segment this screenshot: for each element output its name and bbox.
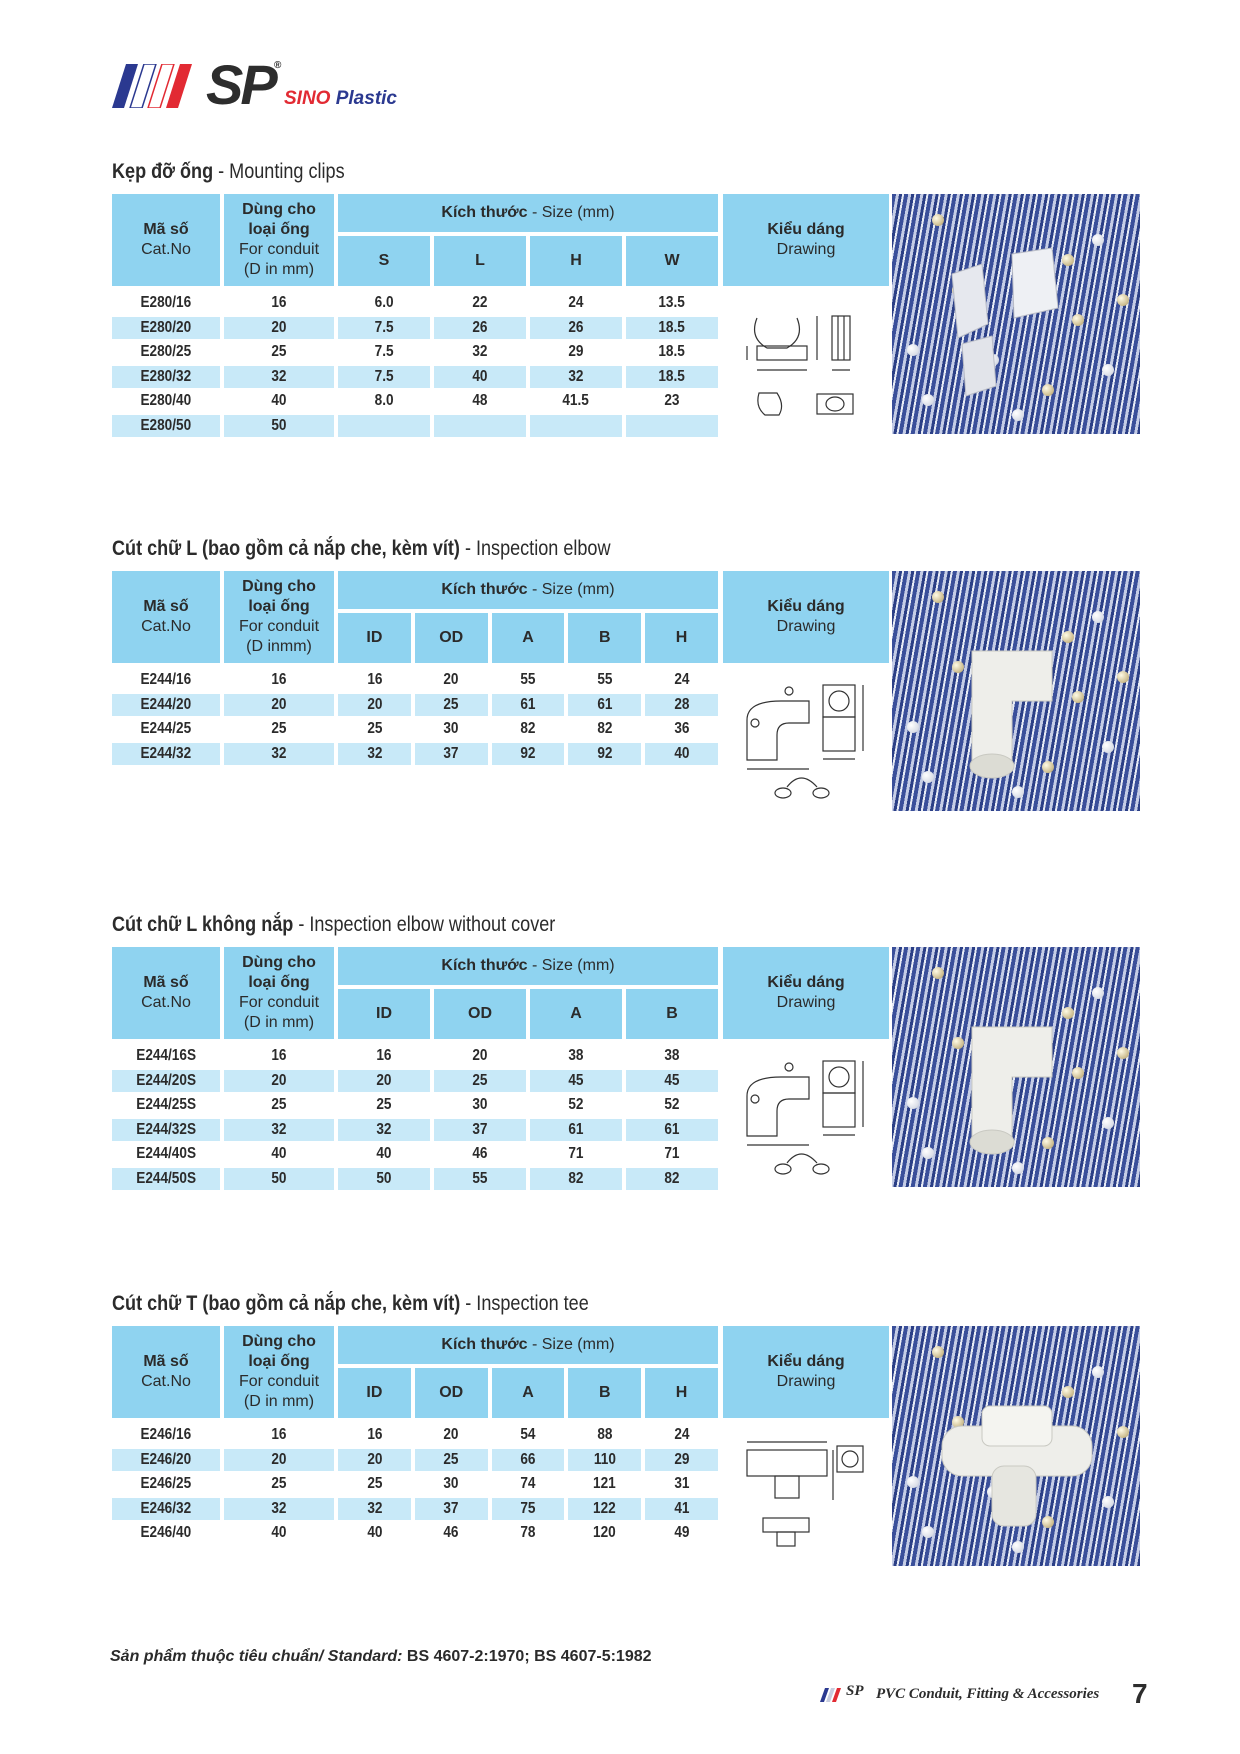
cell-id: 16 [376, 1047, 392, 1064]
standard-value: BS 4607-2:1970; BS 4607-5:1982 [402, 1648, 652, 1665]
cell-conduit-d: 40 [271, 1524, 287, 1541]
section-title-vn: Kẹp đỡ ống [112, 160, 214, 183]
header-col-id: ID [338, 1368, 411, 1418]
bead-decoration [932, 1346, 944, 1358]
logo-stripes-icon [112, 64, 204, 108]
cell-b: 52 [664, 1096, 680, 1113]
header-col-h: H [645, 1368, 718, 1418]
header-use-vn-1: Dùng cho [242, 578, 316, 595]
cell-conduit-d: 25 [271, 1475, 287, 1492]
cell-conduit-d: 25 [271, 1096, 287, 1113]
table-row [112, 1168, 718, 1190]
header-size-en: - Size (mm) [531, 581, 615, 598]
cell-h: 28 [645, 694, 718, 716]
bead-decoration [1102, 1117, 1114, 1129]
cell-conduit-d: 16 [271, 1426, 287, 1443]
logo-brand-text [284, 88, 397, 110]
cell-cat-no: E244/25 [140, 720, 192, 737]
table-row [112, 366, 718, 388]
table-row [112, 1070, 718, 1092]
cell-b: 61 [626, 1119, 718, 1141]
section-title [112, 913, 555, 937]
mounting-clips-photo [892, 194, 1140, 434]
cell-l: 48 [472, 392, 488, 409]
header-col-a: A [530, 989, 622, 1039]
cell-a: 74 [520, 1475, 536, 1492]
cell-h [530, 415, 622, 437]
header-use-en-1: For conduit [238, 1373, 320, 1390]
cell-b: 110 [568, 1449, 641, 1471]
cell-id: 32 [338, 1119, 430, 1141]
cell-od: 46 [443, 1524, 459, 1541]
cell-l: 26 [434, 317, 526, 339]
header-for-conduit [224, 1326, 334, 1418]
technical-drawing-icon [737, 1430, 877, 1560]
product-photo-icon [932, 234, 1102, 404]
section-title-en: - Inspection tee [460, 1292, 589, 1315]
cell-b: 38 [664, 1047, 680, 1064]
cell-od: 30 [472, 1096, 488, 1113]
cell-h: 36 [674, 720, 690, 737]
bead-decoration [1012, 786, 1024, 798]
footer-tagline: PVC Conduit, Fitting & Accessories [876, 1686, 1100, 1702]
header-drawing-en: Drawing [776, 618, 836, 635]
cell-l: 22 [472, 294, 488, 311]
cell-od: 37 [415, 1498, 488, 1520]
cell-conduit-d: 20 [224, 1070, 334, 1092]
header-cat-no [112, 1326, 220, 1418]
header-cat-no [112, 571, 220, 663]
section-title [112, 537, 611, 561]
cell-conduit-d: 16 [271, 294, 287, 311]
inspection-tee-photo [892, 1326, 1140, 1566]
technical-drawing-icon [737, 298, 877, 428]
header-for-conduit [224, 947, 334, 1039]
table-row [112, 415, 718, 437]
cell-a: 61 [492, 694, 565, 716]
cell-od: 37 [434, 1119, 526, 1141]
bead-decoration [1117, 1047, 1129, 1059]
cell-h: 26 [530, 317, 622, 339]
cell-a: 78 [520, 1524, 536, 1541]
table-row [112, 1473, 718, 1495]
sino-plastic-logo [112, 53, 412, 118]
bead-decoration [1102, 364, 1114, 376]
header-use-vn-2: loại ống [248, 598, 310, 615]
bead-decoration [932, 967, 944, 979]
cell-cat-no: E280/32 [112, 366, 220, 388]
cell-od: 20 [443, 671, 459, 688]
bead-decoration [1012, 1541, 1024, 1553]
header-drawing-en: Drawing [776, 994, 836, 1011]
cell-conduit-d: 50 [224, 1168, 334, 1190]
header-size-en: - Size (mm) [531, 1336, 615, 1353]
cell-od: 25 [434, 1070, 526, 1092]
cell-id: 25 [366, 720, 382, 737]
cell-cat-no: E244/50S [112, 1168, 220, 1190]
cell-h: 41.5 [562, 392, 590, 409]
cell-od: 46 [472, 1145, 488, 1162]
header-drawing [723, 1326, 889, 1418]
footer-logo-stripes-icon [820, 1688, 846, 1702]
header-use-en-2: (D in mm) [243, 1393, 315, 1410]
cell-od: 37 [415, 743, 488, 765]
section-title-vn: Cút chữ L (bao gồm cả nắp che, kèm vít) [112, 537, 460, 560]
header-col-w: W [626, 236, 718, 286]
cell-conduit-d: 32 [224, 1119, 334, 1141]
inspection-elbow-photo [892, 571, 1140, 811]
bead-decoration [1102, 741, 1114, 753]
table-row [112, 743, 718, 765]
header-size-group [338, 947, 718, 985]
header-col-od: OD [415, 1368, 488, 1418]
table-row [112, 669, 718, 691]
footer-brand-mark: SP [846, 1683, 864, 1699]
header-drawing [723, 947, 889, 1039]
header-drawing [723, 194, 889, 286]
cell-w: 18.5 [626, 366, 718, 388]
header-size-group [338, 571, 718, 609]
cell-conduit-d: 20 [224, 694, 334, 716]
cell-id: 32 [338, 1498, 411, 1520]
cell-b: 82 [597, 720, 613, 737]
cell-b: 120 [593, 1524, 617, 1541]
cell-cat-no: E246/16 [140, 1426, 192, 1443]
cell-cat-no: E246/40 [140, 1524, 192, 1541]
section-title-en: - Inspection elbow [459, 537, 611, 560]
cell-l: 40 [434, 366, 526, 388]
section-title [112, 160, 345, 184]
cell-w: 18.5 [658, 343, 686, 360]
cell-cat-no: E280/40 [140, 392, 192, 409]
header-size-vn: Kích thước [441, 957, 528, 974]
cell-cat-no: E244/16S [136, 1047, 196, 1064]
cell-cat-no: E280/16 [140, 294, 192, 311]
table-row [112, 1522, 718, 1544]
cell-conduit-d: 40 [271, 392, 287, 409]
table-row [112, 390, 718, 412]
header-drawing-vn: Kiểu dáng [767, 974, 845, 991]
bead-decoration [1012, 409, 1024, 421]
cell-s: 8.0 [374, 392, 394, 409]
section-title-en: - Mounting clips [213, 160, 345, 183]
header-use-vn-2: loại ống [248, 974, 310, 991]
cell-cat-no: E280/50 [112, 415, 220, 437]
cell-a: 66 [492, 1449, 565, 1471]
cell-s: 6.0 [374, 294, 394, 311]
cell-a: 52 [568, 1096, 584, 1113]
cell-h: 49 [674, 1524, 690, 1541]
header-use-vn-2: loại ống [248, 1353, 310, 1370]
header-use-vn-2: loại ống [248, 221, 310, 238]
cell-cat-no: E244/16 [140, 671, 192, 688]
cell-conduit-d: 32 [224, 366, 334, 388]
header-use-en-1: For conduit [238, 241, 320, 258]
bead-decoration [1102, 1496, 1114, 1508]
table-row [112, 718, 718, 740]
cell-id: 40 [366, 1524, 382, 1541]
cell-conduit-d: 25 [271, 343, 287, 360]
header-drawing-vn: Kiểu dáng [767, 598, 845, 615]
cell-w: 23 [664, 392, 680, 409]
cell-id: 50 [338, 1168, 430, 1190]
cell-h: 29 [568, 343, 584, 360]
bead-decoration [932, 591, 944, 603]
cell-od: 55 [434, 1168, 526, 1190]
cell-od: 30 [443, 1475, 459, 1492]
cell-s: 7.5 [338, 317, 430, 339]
section-title-vn: Cút chữ L không nắp [112, 913, 294, 936]
cell-b: 71 [664, 1145, 680, 1162]
table-row [112, 1094, 718, 1116]
cell-cat-no: E280/25 [140, 343, 192, 360]
header-cat-no [112, 947, 220, 1039]
header-drawing-vn: Kiểu dáng [767, 221, 845, 238]
cell-a: 71 [568, 1145, 584, 1162]
header-size-en: - Size (mm) [531, 204, 615, 221]
table-row [112, 1045, 718, 1067]
header-col-s: S [338, 236, 430, 286]
standard-note [110, 1648, 652, 1666]
cell-id: 25 [376, 1096, 392, 1113]
header-drawing [723, 571, 889, 663]
header-col-l: L [434, 236, 526, 286]
table-row [112, 1424, 718, 1446]
elbow-without-cover-photo [892, 947, 1140, 1187]
table-row [112, 292, 718, 314]
header-size-en: - Size (mm) [531, 957, 615, 974]
cell-a: 92 [492, 743, 565, 765]
header-cat-en: Cat.No [141, 1373, 191, 1390]
cell-a: 82 [520, 720, 536, 737]
header-size-vn: Kích thước [441, 1336, 528, 1353]
table-row [112, 341, 718, 363]
header-cat-vn: Mã số [143, 598, 189, 615]
cell-s: 7.5 [338, 366, 430, 388]
header-cat-vn: Mã số [143, 974, 189, 991]
cell-conduit-d: 50 [224, 415, 334, 437]
product-photo-icon [932, 987, 1102, 1157]
cell-od: 25 [415, 694, 488, 716]
cell-a: 45 [530, 1070, 622, 1092]
brand-plastic: Plastic [335, 88, 397, 109]
cell-conduit-d: 32 [224, 1498, 334, 1520]
cell-cat-no: E246/20 [112, 1449, 220, 1471]
cell-h: 40 [645, 743, 718, 765]
cell-w [626, 415, 718, 437]
header-cat-vn: Mã số [143, 1353, 189, 1370]
cell-id: 32 [338, 743, 411, 765]
cell-conduit-d: 16 [271, 1047, 287, 1064]
cell-h: 32 [530, 366, 622, 388]
section-title-en: - Inspection elbow without cover [293, 913, 556, 936]
product-photo-icon [932, 1366, 1102, 1536]
header-col-h: H [530, 236, 622, 286]
cell-id: 16 [366, 1426, 382, 1443]
bead-decoration [932, 214, 944, 226]
cell-conduit-d: 16 [271, 671, 287, 688]
bead-decoration [1117, 671, 1129, 683]
header-col-id: ID [338, 613, 411, 663]
cell-b: 61 [568, 694, 641, 716]
cell-a: 55 [520, 671, 536, 688]
cell-b: 121 [593, 1475, 617, 1492]
cell-od: 20 [472, 1047, 488, 1064]
cell-cat-no: E244/20S [112, 1070, 220, 1092]
section-title [112, 1292, 589, 1316]
cell-cat-no: E246/25 [140, 1475, 192, 1492]
cell-w: 13.5 [658, 294, 686, 311]
product-photo-icon [932, 611, 1102, 781]
cell-conduit-d: 20 [224, 317, 334, 339]
logo-mark: SP [206, 53, 275, 116]
cell-a: 38 [568, 1047, 584, 1064]
cell-w: 18.5 [626, 317, 718, 339]
cell-b: 122 [568, 1498, 641, 1520]
table-row [112, 317, 718, 339]
header-use-en-1: For conduit [238, 994, 320, 1011]
header-col-od: OD [434, 989, 526, 1039]
cell-s: 7.5 [374, 343, 394, 360]
cell-s [338, 415, 430, 437]
header-col-b: B [568, 613, 641, 663]
header-cat-en: Cat.No [141, 618, 191, 635]
header-drawing-en: Drawing [776, 1373, 836, 1390]
bead-decoration [907, 1476, 919, 1488]
header-use-vn-1: Dùng cho [242, 1333, 316, 1350]
header-col-id: ID [338, 989, 430, 1039]
cell-a: 54 [520, 1426, 536, 1443]
page-footer [820, 1680, 1150, 1710]
cell-id: 20 [338, 1449, 411, 1471]
cell-b: 88 [597, 1426, 613, 1443]
cell-a: 82 [530, 1168, 622, 1190]
cell-h: 24 [568, 294, 584, 311]
header-for-conduit [224, 194, 334, 286]
cell-od: 30 [443, 720, 459, 737]
header-use-en-2: (D inmm) [246, 638, 312, 655]
header-size-vn: Kích thước [441, 581, 528, 598]
cell-conduit-d: 32 [224, 743, 334, 765]
header-cat-en: Cat.No [141, 994, 191, 1011]
cell-cat-no: E244/25S [136, 1096, 196, 1113]
header-use-vn-1: Dùng cho [242, 201, 316, 218]
cell-l: 32 [472, 343, 488, 360]
table-row [112, 1143, 718, 1165]
table-row [112, 1498, 718, 1520]
bead-decoration [907, 344, 919, 356]
table-row [112, 1449, 718, 1471]
header-use-en-2: (D in mm) [243, 1014, 315, 1031]
cell-b: 55 [597, 671, 613, 688]
technical-drawing-icon [737, 1051, 877, 1181]
page-number: 7 [1132, 1678, 1148, 1709]
cell-cat-no: E244/20 [112, 694, 220, 716]
cell-conduit-d: 20 [224, 1449, 334, 1471]
header-drawing-en: Drawing [776, 241, 836, 258]
cell-conduit-d: 40 [271, 1145, 287, 1162]
header-drawing-vn: Kiểu dáng [767, 1353, 845, 1370]
header-use-vn-1: Dùng cho [242, 954, 316, 971]
header-col-a: A [492, 613, 565, 663]
section-title-vn: Cút chữ T (bao gồm cả nắp che, kèm vít) [112, 1292, 461, 1315]
header-use-en-1: For conduit [238, 618, 320, 635]
cell-id: 20 [338, 694, 411, 716]
cell-h: 31 [674, 1475, 690, 1492]
cell-a: 75 [492, 1498, 565, 1520]
bead-decoration [1117, 1426, 1129, 1438]
cell-cat-no: E246/32 [112, 1498, 220, 1520]
cell-id: 25 [366, 1475, 382, 1492]
header-for-conduit [224, 571, 334, 663]
cell-cat-no: E280/20 [112, 317, 220, 339]
header-col-b: B [626, 989, 718, 1039]
header-cat-en: Cat.No [141, 241, 191, 258]
header-cat-no [112, 194, 220, 286]
bead-decoration [1012, 1162, 1024, 1174]
bead-decoration [1117, 294, 1129, 306]
cell-h: 41 [645, 1498, 718, 1520]
cell-cat-no: E244/32 [112, 743, 220, 765]
table-row [112, 694, 718, 716]
technical-drawing-icon [737, 675, 877, 805]
header-size-group [338, 1326, 718, 1364]
cell-a: 61 [530, 1119, 622, 1141]
cell-b: 92 [568, 743, 641, 765]
header-size-group [338, 194, 718, 232]
header-use-en-2: (D in mm) [243, 261, 315, 278]
standard-label: Sản phẩm thuộc tiêu chuẩn/ Standard: [110, 1648, 403, 1665]
cell-id: 16 [366, 671, 382, 688]
header-col-h: H [645, 613, 718, 663]
bead-decoration [907, 1097, 919, 1109]
header-cat-vn: Mã số [143, 221, 189, 238]
bead-decoration [907, 721, 919, 733]
cell-b: 82 [626, 1168, 718, 1190]
header-col-b: B [568, 1368, 641, 1418]
cell-h: 24 [674, 671, 690, 688]
cell-od: 25 [415, 1449, 488, 1471]
table-row [112, 1119, 718, 1141]
cell-od: 20 [443, 1426, 459, 1443]
cell-l [434, 415, 526, 437]
cell-cat-no: E244/32S [112, 1119, 220, 1141]
cell-id: 40 [376, 1145, 392, 1162]
cell-cat-no: E244/40S [136, 1145, 196, 1162]
cell-conduit-d: 25 [271, 720, 287, 737]
registered-mark: ® [274, 60, 282, 71]
header-col-a: A [492, 1368, 565, 1418]
brand-sino: SINO [284, 88, 331, 109]
cell-h: 29 [645, 1449, 718, 1471]
header-size-vn: Kích thước [441, 204, 528, 221]
header-col-od: OD [415, 613, 488, 663]
cell-id: 20 [338, 1070, 430, 1092]
cell-b: 45 [626, 1070, 718, 1092]
cell-h: 24 [674, 1426, 690, 1443]
